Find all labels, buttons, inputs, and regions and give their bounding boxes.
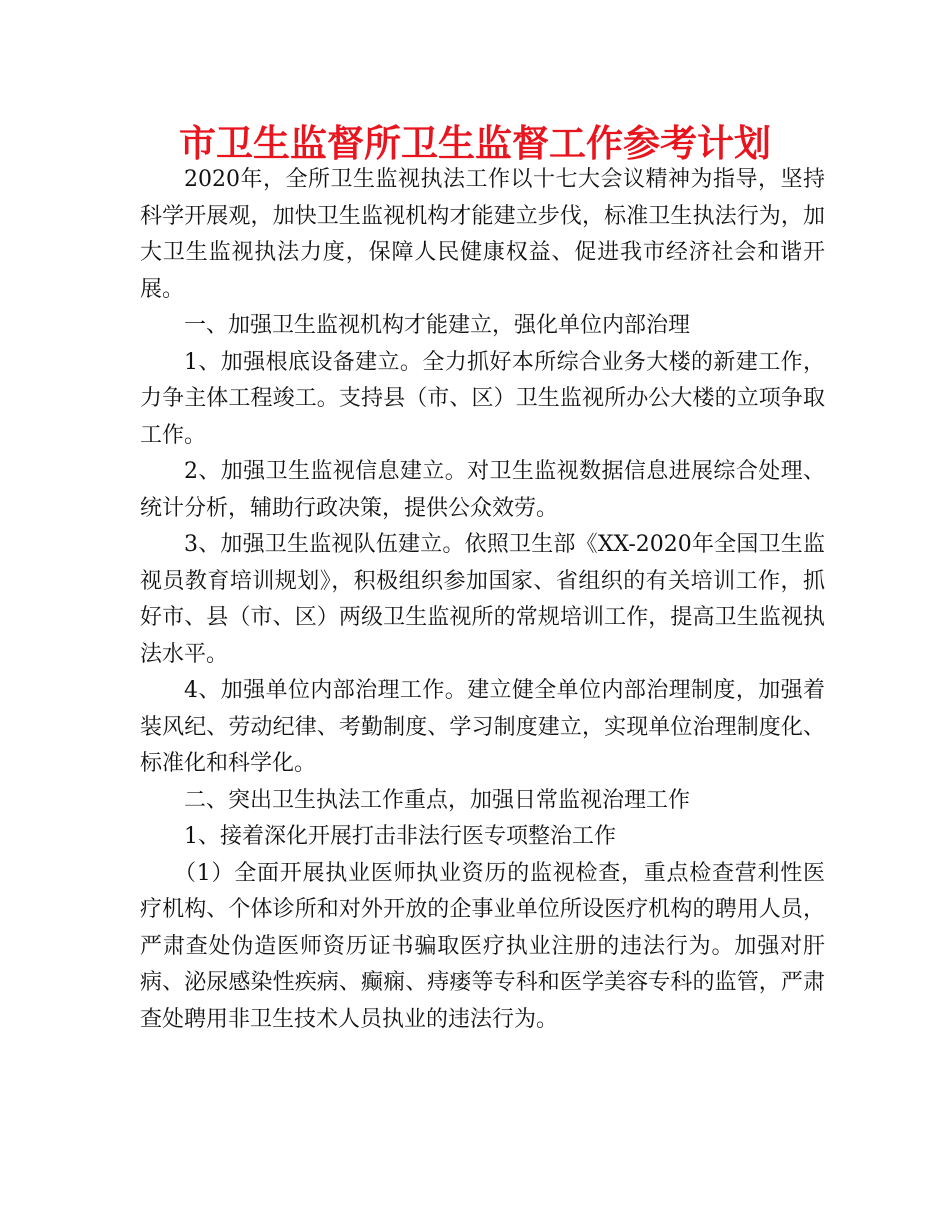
paragraph-1-1: 1、加强根底设备建立。全力抓好本所综合业务大楼的新建工作，力争主体工程竣工。支持县（市、区）卫生监视所办公大楼的立项争取工作。 bbox=[140, 349, 825, 448]
paragraph-1-4: 4、加强单位内部治理工作。建立健全单位内部治理制度，加强着装风纪、劳动纪律、考勤制度、学习制度建立，实现单位治理制度化、标准化和科学化。 bbox=[140, 678, 825, 776]
document-title: 市卫生监督所卫生监督工作参考计划 bbox=[179, 122, 771, 165]
subsection-heading-2-1: 1、接着深化开展打击非法行医专项整治工作 bbox=[184, 824, 616, 849]
paragraph-intro: 2020年，全所卫生监视执法工作以十七大会议精神为指导，坚持科学开展观，加快卫生监视机构才能建立步伐，标准卫生执法行为，加大卫生监视执法力度，保障人民健康权益、促进我市经济社会和谐开展。 bbox=[140, 167, 825, 302]
document-body bbox=[140, 162, 825, 1038]
section-heading-1: 一、加强卫生监视机构才能建立，强化单位内部治理 bbox=[184, 313, 691, 338]
paragraph-1-3: 3、加强卫生监视队伍建立。依照卫生部《XX-2020年全国卫生监视员教育培训规划》，积极组织参加国家、省组织的有关培训工作，抓好市、县（市、区）两级卫生监视所的常规培训工作，提高卫生监视执法水平。 bbox=[140, 532, 825, 667]
paragraph-2-1-1: （1）全面开展执业医师执业资历的监视检查，重点检查营利性医疗机构、个体诊所和对外开放的企事业单位所设医疗机构的聘用人员，严肃查处伪造医师资历证书骗取医疗执业注册的违法行为。加强对肝病、泌尿感染性疾病、癫痫、痔瘘等专科和医学美容专科的监管，严肃查处聘用非卫生技术人员执业的违法行为。 bbox=[140, 860, 825, 1032]
section-heading-2: 二、突出卫生执法工作重点，加强日常监视治理工作 bbox=[184, 787, 691, 813]
paragraph-1-2: 2、加强卫生监视信息建立。对卫生监视数据信息进展综合处理、统计分析，辅助行政决策，提供公众效劳。 bbox=[140, 459, 825, 521]
